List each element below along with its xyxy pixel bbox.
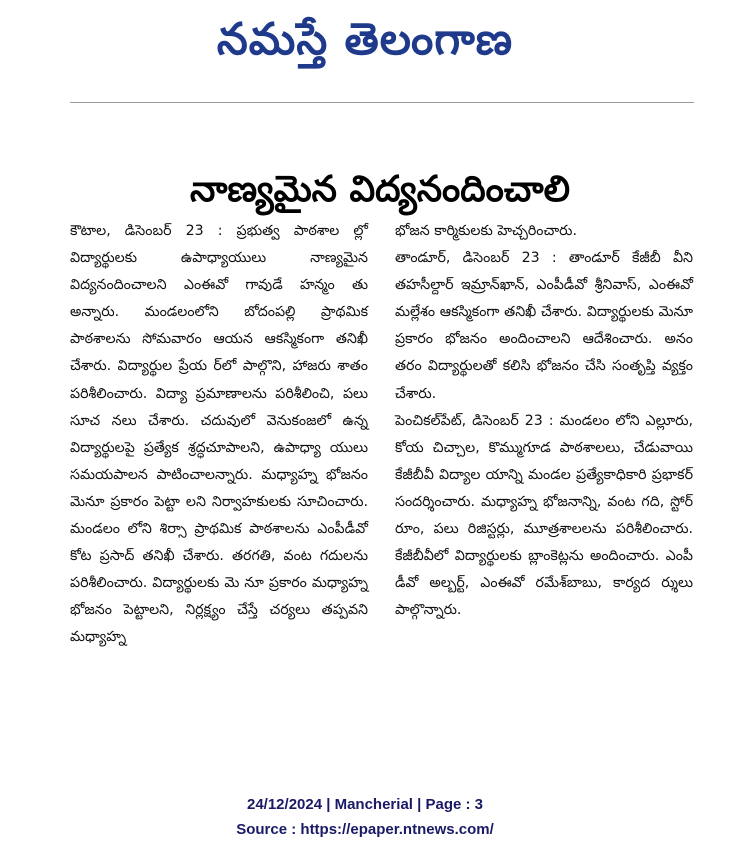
footer-source-link[interactable]: Source : https://epaper.ntnews.com/ — [236, 821, 494, 838]
article-paragraph: పెంచికల్‌పేట్, డిసెంబర్ 23 : మండలం లోని ఎల్లూరు, కోయ చిచ్చాల, కొమ్ముగూడ పాఠశాలలు, చేడువాయి కేజీబీవీ విద్యాల యాన్ని మండల ప్రత్యేకాధికారి ప్రభాకర్ సందర్శించారు. మధ్యాహ్న భోజనాన్ని, వంట గది, స్టోర్ రూం, పలు రిజిస్టర్లు, మూత్రశాలలను పరిశీలించారు. కేజీబీవీలో విద్యార్థులకు బ్లాంకెట్లను అందించారు. ఎంపీ డీవో అల్బర్ట్, ఎంఈవో రమేశ్‌బాబు, కార్యద ర్శులు పాల్గొన్నారు. — [395, 412, 693, 619]
masthead-divider — [70, 102, 694, 103]
article-column-right — [395, 218, 693, 624]
article-paragraph: భోజన కార్మికులకు హెచ్చరించారు. — [395, 223, 577, 239]
newspaper-masthead — [0, 0, 730, 80]
article-paragraph: తాండూర్, డిసెంబర్ 23 : తాండూర్ కేజీబీ వీని తహసీల్దార్ ఇమ్రాన్‌ఖాన్, ఎంపీడీవో శ్రీనివాస్, ఎంఈవో మల్లేశం ఆకస్మికంగా తనిఖీ చేశారు. విద్యార్థులకు మెనూ ప్రకారం భోజనం అందించాలని ఆదేశించారు. అనం తరం విద్యార్థులతో కలిసి భోజనం చేసి సంతృప్తి వ్యక్తం చేశారు. — [395, 250, 693, 402]
article-paragraph: కౌటాల, డిసెంబర్ 23 : ప్రభుత్వ పాఠశాల ల్లో విద్యార్థులకు ఉపాధ్యాయులు నాణ్యమైన విద్యనందించాలని ఎంఈవో గావుడే హన్మం తు అన్నారు. మండలంలోని బోదంపల్లి ప్రాథమిక పాఠశాలను సోమవారం ఆయన ఆకస్మికంగా తనిఖీ చేశారు. విద్యార్థుల ప్రేయ ర్‌లో పాల్గొని, హాజరు శాతం పరిశీలించారు. విద్యా ప్రమాణాలను పరిశీలించి, పలు సూచ నలు చేశారు. చదువులో వెనుకంజలో ఉన్న విద్యార్థులపై ప్రత్యేక శ్రద్ధచూపాలని, ఉపాధ్యా యులు సమయపాలన పాటించాలన్నారు. మధ్యాహ్న భోజనం మెనూ ప్రకారం పెట్టా లని నిర్వాహకులకు సూచించారు. మండలం లోని శిర్సా ప్రాథమిక పాఠశాలను ఎంపీడీవో కోట ప్రసాద్ తనిఖీ చేశారు. తరగతి, వంట గదులను పరిశీలించారు. విద్యార్థులకు మె నూ ప్రకారం మధ్యాహ్న భోజనం పెట్టాలని, నిర్లక్ష్యం చేస్తే చర్యలు తప్పవని మధ్యాహ్న — [70, 223, 368, 646]
masthead-title: నమస్తే తెలంగాణ — [216, 14, 514, 65]
article-headline: నాణ్యమైన విద్యనందించాలి — [189, 169, 571, 211]
footer-date-edition-page: 24/12/2024 | Mancherial | Page : 3 — [246, 796, 484, 813]
article-column-left — [70, 218, 368, 652]
